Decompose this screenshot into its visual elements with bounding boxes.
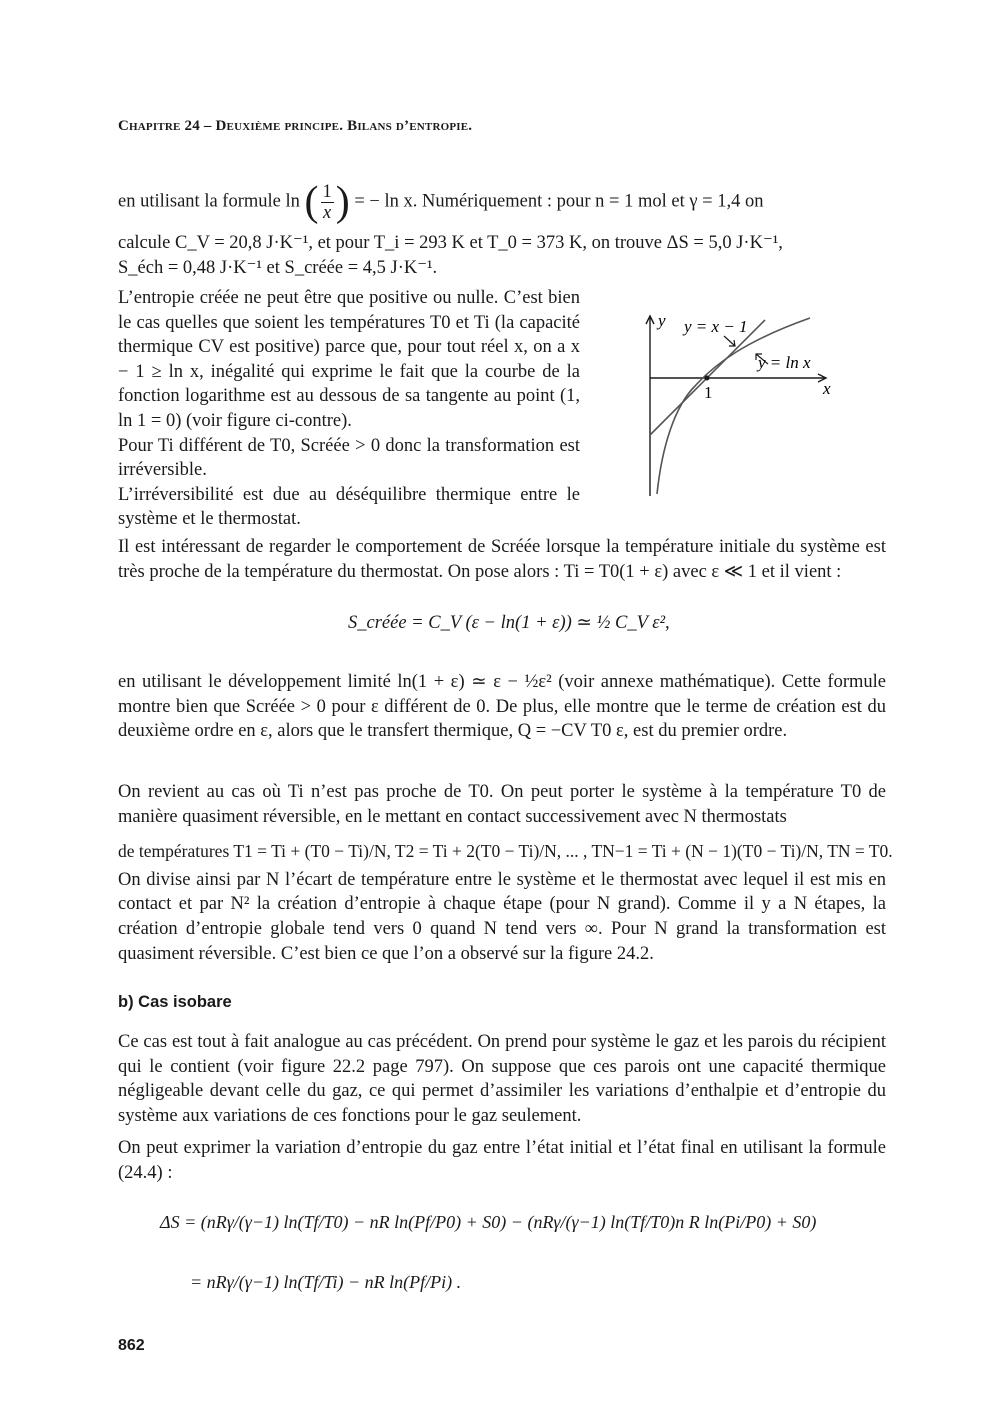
left-column [118,286,580,532]
p1-line1: en utilisant la formule ln ( $\frac{1}{x}$ ) = − ln x. Numériquement : pour n = 1 mol et γ = 1,4 on [118,179,764,225]
paragraph-quasi-reversible: On divise ainsi par N l’écart de température entre le système et le thermostat avec lequel il est mis en contact et par N² la création d’entropie à chaque étape (pour N grand). Comme il y a N étapes, la création d’entropie globale tend vers 0 quand N tend vers ∞. Pour N grand la transformation est quasiment réversible. C’est bien ce que l’on a observé sur la figure 24.2. [118,869,886,964]
paragraph-disequilibrium: L’irréversibilité est due au déséquilibre thermique entre le système et le thermostat. [118,484,580,530]
paragraph-entropy-positive: L’entropie créée ne peut être que positive ou nulle. C’est bien le cas quelles que soient les températures T0 et Ti (la capacité thermique CV est positive) parce que, pour tout réel x, on a x − 1 ≥ ln x, inégalité qui exprime le fait que la courbe de la fonction logarithme est au dessous de sa tangente au point (1, ln 1 = 0) (voir figure ci-contre). [118,288,580,431]
paragraph-thermostats: On revient au cas où Ti n’est pas proche de T0. On peut porter le système à la température T0 de manière quasiment réversible, en le mettant en contact successivement avec N thermostats [118,782,886,827]
thermostat-temperatures: de températures T1 = Ti + (T0 − Ti)/N, T2 = Ti + 2(T0 − Ti)/N, ... , TN−1 = Ti + (N − 1)(T0 − Ti)/N, TN = T0. [118,841,893,862]
p1-text-a: en utilisant la formule ln [118,191,300,212]
paragraph-isobare: Ce cas est tout à fait analogue au cas précédent. On prend pour système le gaz et les parois du récipient qui le contient (voir figure 22.2 page 797). On suppose que ces parois ont une capacité thermique négligeable devant celle du gaz, ce qui permet d’assimiler les variations d’enthalpie et d’entropie du système aux variations de ces fonctions pour le gaz seulement. [118,1032,886,1126]
paragraph-formula-ref: On peut exprimer la variation d’entropie du gaz entre l’état initial et l’état final en utilisant la formule (24.4) : [118,1138,886,1183]
section-title-isobare: b) Cas isobare [118,993,232,1011]
tangent-label: y = x − 1 [684,317,748,336]
log-label: y = ln x [758,353,811,372]
paragraph-dl-wrap [118,670,886,744]
equation-delta-s-line1: ΔS = (nRγ/(γ−1) ln(Tf/T0) − nR ln(Pf/P0) + S0) − (nRγ/(γ−1) ln(Tf/T0)n R ln(Pi/P0) + S0) [160,1212,817,1232]
paragraph-close-temperature-wrap [118,535,886,584]
point-one [705,376,710,381]
paragraph-isobare-wrap [118,1030,886,1186]
page-number: 862 [118,1337,145,1354]
equation-delta-s-line2: = nRγ/(γ−1) ln(Tf/Ti) − nR ln(Pf/Pi) . [190,1272,462,1292]
paragraph-thermostats-wrap [118,780,893,966]
x-axis-label: x [823,379,831,398]
chapter-header: Chapitre 24 – Deuxième principe. Bilans d’entropie. [118,118,473,134]
log-tangent-figure [640,306,840,501]
paragraph-irreversible: Pour Ti différent de T0, Scréée > 0 donc la transformation est irréversible. [118,435,580,481]
paragraph-close-temperature: Il est intéressant de regarder le comportement de Scréée lorsque la température initiale du système est très proche de la température du thermostat. On pose alors : Ti = T0(1 + ε) avec ε ≪ 1 et il vient : [118,537,886,582]
equation-s-creee: S_créée = C_V (ε − ln(1 + ε)) ≃ ½ C_V ε², [348,613,670,633]
y-axis-label: y [658,311,666,330]
p1-line2: calcule C_V = 20,8 J·K⁻¹, et pour T_i = 293 K et T_0 = 373 K, on trouve ΔS = 5,0 J·K⁻¹, [118,233,783,253]
p1-text-b: = − ln x. Numériquement : pour n = 1 mol et γ = 1,4 on [354,191,764,212]
point-label: 1 [704,383,713,402]
p1-line3: S_éch = 0,48 J·K⁻¹ et S_créée = 4,5 J·K⁻¹. [118,258,438,278]
tangent-label-arrow [724,336,735,346]
paragraph-dl: en utilisant le développement limité ln(1 + ε) ≃ ε − ½ε² (voir annexe mathématique). Cette formule montre bien que Scréée > 0 pour ε différent de 0. De plus, elle montre que le terme de création est du deuxième ordre en ε, alors que le transfert thermique, Q = −CV T0 ε, est du premier ordre. [118,672,886,742]
